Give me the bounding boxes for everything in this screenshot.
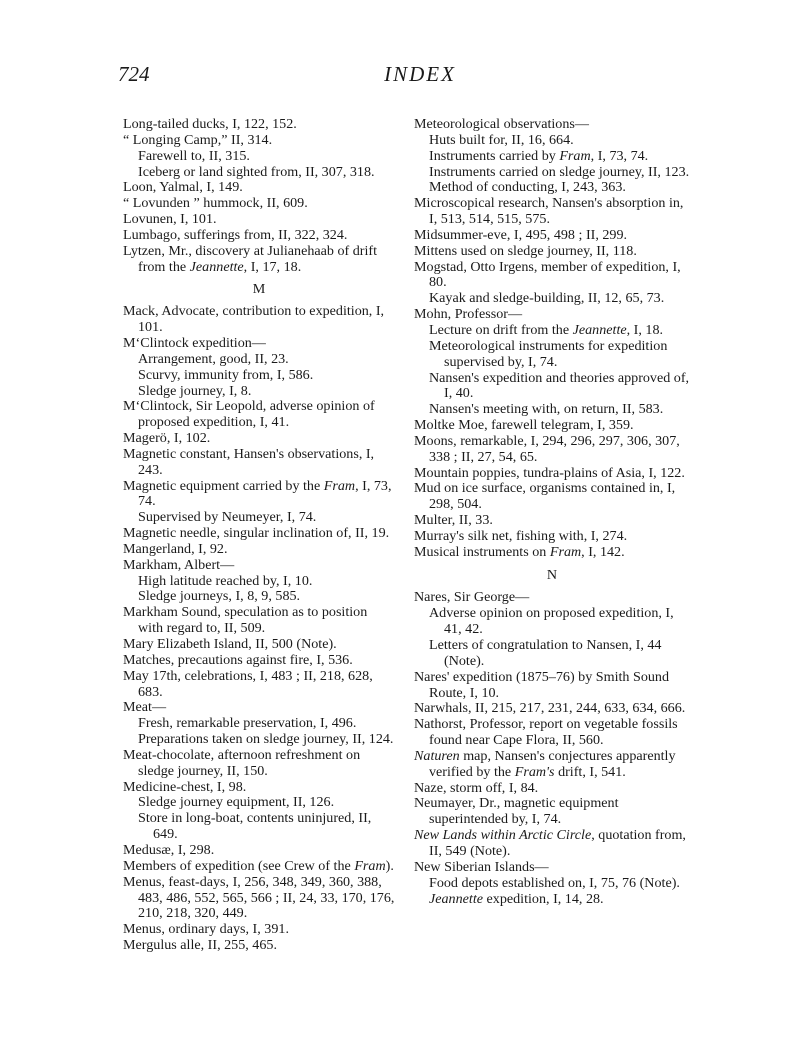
index-entry: Markham Sound, speculation as to position with regard to, II, 509. <box>123 604 368 637</box>
index-subentry: Iceberg or land sighted from, II, 307, 318. <box>138 163 375 180</box>
index-entry: Meat— <box>123 699 167 716</box>
index-column-right <box>414 117 690 907</box>
index-entry: Meat-chocolate, afternoon refreshment on sledge journey, II, 150. <box>123 746 361 779</box>
index-subentry: Adverse opinion on proposed expedition, I, 41, 42. <box>429 605 674 638</box>
index-entry: Mohn, Professor— <box>414 306 523 323</box>
index-entry: Naze, storm off, I, 84. <box>414 779 539 796</box>
index-entry: Musical instruments on Fram, I, 142. <box>414 543 625 560</box>
index-entry: Mountain poppies, tundra-plains of Asia, I, 122. <box>414 464 685 481</box>
index-entry: Neumayer, Dr., magnetic equipment superintended by, I, 74. <box>414 795 619 828</box>
index-entry: Long-tailed ducks, I, 122, 152. <box>123 116 297 132</box>
index-subentry: Preparations taken on sledge journey, II, 124. <box>138 731 394 748</box>
index-subentry: Meteorological instruments for expedition supervised by, I, 74. <box>429 337 668 370</box>
index-subentry: Sledge journey, I, 8. <box>138 382 252 399</box>
index-subentry: Lecture on drift from the Jeannette, I, 18. <box>429 321 664 338</box>
index-subentry: Jeannette expedition, I, 14, 28. <box>429 890 604 907</box>
index-subentry: Food depots established on, I, 75, 76 (Note). <box>429 874 680 891</box>
index-subentry: Scurvy, immunity from, I, 586. <box>138 366 314 383</box>
index-entry: New Lands within Arctic Circle, quotation from, II, 549 (Note). <box>414 827 686 859</box>
index-entry: Mary Elizabeth Island, II, 500 (Note). <box>123 636 337 652</box>
index-subentry: Nansen's expedition and theories approved of, I, 40. <box>429 369 690 402</box>
index-subentry: Fresh, remarkable preservation, I, 496. <box>138 715 357 732</box>
index-entry: Menus, ordinary days, I, 391. <box>123 921 289 938</box>
index-entry: Moons, remarkable, I, 294, 296, 297, 306, 307, 338 ; II, 27, 54, 65. <box>414 432 680 465</box>
index-entry: Mergulus alle, II, 255, 465. <box>123 937 277 954</box>
index-subentry: Farewell to, II, 315. <box>138 147 250 164</box>
index-entry: Moltke Moe, farewell telegram, I, 359. <box>414 417 634 434</box>
index-entry: Lumbago, sufferings from, II, 322, 324. <box>123 226 348 243</box>
section-letter: N <box>546 566 558 583</box>
index-entry: Lytzen, Mr., discovery at Julianehaab of drift from the Jeannette, I, 17, 18. <box>123 242 378 275</box>
index-entry: Multer, II, 33. <box>414 512 493 529</box>
index-entry: Meteorological observations— <box>414 116 589 132</box>
index-entry: Matches, precautions against fire, I, 536. <box>123 651 353 668</box>
index-entry: Mangerland, I, 92. <box>123 540 228 557</box>
index-subentry: High latitude reached by, I, 10. <box>138 572 313 589</box>
index-entry: Magnetic needle, singular inclination of, II, 19. <box>123 525 390 542</box>
index-entry: Nathorst, Professor, report on vegetable fossils found near Cape Flora, II, 560. <box>414 716 678 749</box>
index-entry: Mack, Advocate, contribution to expedition, I, 101. <box>123 303 385 336</box>
index-entry: Nares, Sir George— <box>414 589 530 606</box>
index-entry: Members of expedition (see Crew of the Fram). <box>123 857 394 874</box>
index-subentry: Instruments carried on sledge journey, II, 123. <box>429 163 690 180</box>
index-subentry: Method of conducting, I, 243, 363. <box>429 179 626 196</box>
index-entry: May 17th, celebrations, I, 483 ; II, 218, 628, 683. <box>123 667 373 700</box>
index-entry: Midsummer-eve, I, 495, 498 ; II, 299. <box>414 226 628 243</box>
index-subentry: Sledge journey equipment, II, 126. <box>138 794 335 811</box>
index-entry: Menus, feast-days, I, 256, 348, 349, 360, 388, 483, 486, 552, 565, 566 ; II, 24, 33, 170, 176, 210, 218, 320, 449. <box>123 873 395 922</box>
index-entry: Mittens used on sledge journey, II, 118. <box>414 242 637 259</box>
index-column-left <box>123 117 395 954</box>
index-entry: Naturen map, Nansen's conjectures apparently verified by the Fram's drift, I, 541. <box>414 747 676 780</box>
index-subentry: Kayak and sledge-building, II, 12, 65, 73. <box>429 290 665 307</box>
page-number: 724 <box>118 62 150 86</box>
index-entry: Medusæ, I, 298. <box>123 841 215 858</box>
index-entry: Narwhals, II, 215, 217, 231, 244, 633, 634, 666. <box>414 700 686 717</box>
index-entry: Markham, Albert— <box>123 556 235 573</box>
page-title: INDEX <box>384 62 456 86</box>
index-subentry: Nansen's meeting with, on return, II, 583. <box>429 401 664 418</box>
index-entry: Mogstad, Otto Irgens, member of expedition, I, 80. <box>414 258 681 291</box>
index-subentry: Sledge journeys, I, 8, 9, 585. <box>138 588 301 605</box>
index-entry: Lovunen, I, 101. <box>123 211 217 228</box>
index-subentry: Arrangement, good, II, 23. <box>138 350 289 367</box>
index-entry: Magnetic constant, Hansen's observations, I, 243. <box>123 445 375 478</box>
section-letter: M <box>252 281 266 298</box>
index-entry: Mud on ice surface, organisms contained in, I, 298, 504. <box>414 480 676 513</box>
index-entry: M‘Clintock expedition— <box>123 334 266 351</box>
index-entry: Medicine-chest, I, 98. <box>123 778 247 795</box>
index-entry: Magerö, I, 102. <box>123 430 211 447</box>
index-entry: Murray's silk net, fishing with, I, 274. <box>414 527 628 544</box>
page-header <box>118 62 722 92</box>
index-subentry: Supervised by Neumeyer, I, 74. <box>138 509 317 526</box>
index-entry: “ Lovunden ” hummock, II, 609. <box>123 195 308 212</box>
index-entry: M‘Clintock, Sir Leopold, adverse opinion of proposed expedition, I, 41. <box>123 398 375 431</box>
index-entry: Nares' expedition (1875–76) by Smith Sound Route, I, 10. <box>414 668 670 701</box>
index-subentry: Instruments carried by Fram, I, 73, 74. <box>429 147 649 164</box>
index-entry: New Siberian Islands— <box>414 858 549 875</box>
index-entry: “ Longing Camp,” II, 314. <box>123 131 273 148</box>
index-entry: Microscopical research, Nansen's absorption in, I, 513, 514, 515, 575. <box>414 195 684 228</box>
index-subentry: Letters of congratulation to Nansen, I, 44 (Note). <box>429 637 662 669</box>
index-subentry: Store in long-boat, contents uninjured, II, 649. <box>138 810 372 843</box>
index-entry: Magnetic equipment carried by the Fram, I, 73, 74. <box>123 477 392 510</box>
index-entry: Loon, Yalmal, I, 149. <box>123 179 243 196</box>
index-subentry: Huts built for, II, 16, 664. <box>429 131 574 148</box>
